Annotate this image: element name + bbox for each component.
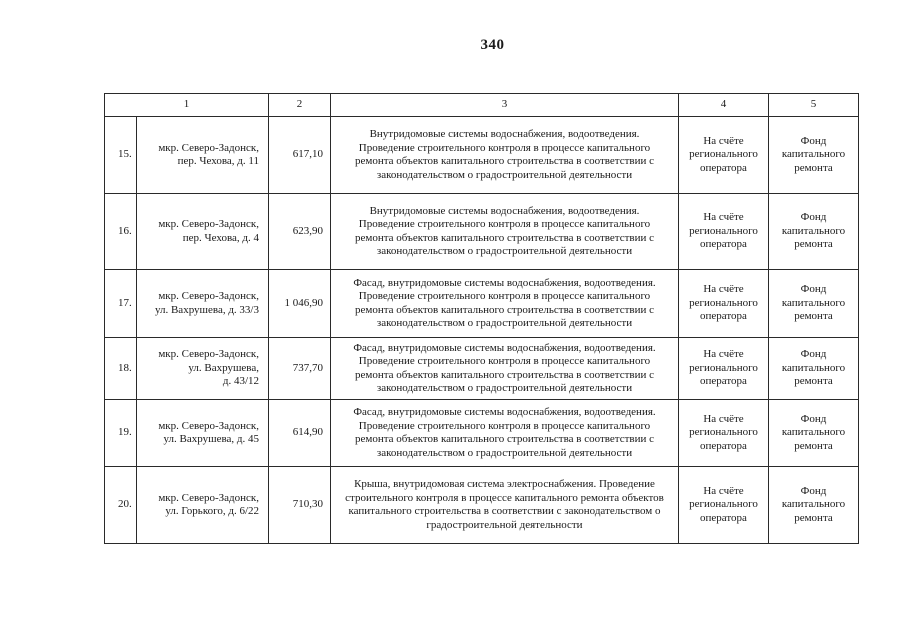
header-col-5: 5 xyxy=(769,94,859,117)
address-line: ул. Вахрушева, д. 45 xyxy=(163,433,259,445)
row-number: 16. xyxy=(105,194,137,270)
address-line: ул. Вахрушева, д. 33/3 xyxy=(154,303,259,316)
row-area: 623,90 xyxy=(269,194,331,270)
row-number: 19. xyxy=(105,400,137,467)
table-row xyxy=(105,194,859,270)
address-line: мкр. Северо-Задонск, xyxy=(158,348,259,361)
address-line: ул. Горького, д. 6/22 xyxy=(165,505,259,517)
address-line: мкр. Северо-Задонск, xyxy=(158,491,259,504)
row-work-types: Фасад, внутридомовые системы водоснабжения, водоотведения. Проведение строительного контроля в процессе капитального ремонта объектов капитального строительства в соответствии с законодательством о градостроительной деятельности xyxy=(331,270,679,338)
row-work-types: Внутридомовые системы водоснабжения, водоотведения. Проведение строительного контроля в процессе капитального ремонта объектов капитального строительства в соответствии с законодательством о градостроительной деятельности xyxy=(331,117,679,194)
row-area: 614,90 xyxy=(269,400,331,467)
row-fund: Фонд капитального ремонта xyxy=(769,338,859,400)
address-line: пер. Чехова, д. 11 xyxy=(177,155,259,167)
row-number: 15. xyxy=(105,117,137,194)
row-work-types: Внутридомовые системы водоснабжения, водоотведения. Проведение строительного контроля в процессе капитального ремонта объектов капитального строительства в соответствии с законодательством о градостроительной деятельности xyxy=(331,194,679,270)
table-row xyxy=(105,270,859,338)
address-line: мкр. Северо-Задонск, xyxy=(158,218,259,230)
row-account: На счёте регионального оператора xyxy=(679,338,769,400)
row-work-types: Крыша, внутридомовая система электроснабжения. Проведение строительного контроля в процессе капитального ремонта объектов капитального строительства в соответствии с законодательством о градостроительной деятельности xyxy=(331,467,679,544)
row-address xyxy=(137,400,269,467)
row-account: На счёте регионального оператора xyxy=(679,194,769,270)
row-fund: Фонд капитального ремонта xyxy=(769,400,859,467)
table-row xyxy=(105,117,859,194)
row-number: 18. xyxy=(105,338,137,400)
row-work-types: Фасад, внутридомовые системы водоснабжения, водоотведения. Проведение строительного контроля в процессе капитального ремонта объектов капитального строительства в соответствии с законодательством о градостроительной деятельности xyxy=(331,338,679,400)
header-col-1: 1 xyxy=(105,94,269,117)
table-row xyxy=(105,338,859,400)
address-line: ул. Вахрушева, xyxy=(188,361,259,374)
row-area: 710,30 xyxy=(269,467,331,544)
capital-repair-table xyxy=(104,93,859,544)
row-number: 20. xyxy=(105,467,137,544)
row-fund: Фонд капитального ремонта xyxy=(769,194,859,270)
page-number: 340 xyxy=(480,37,505,53)
row-account: На счёте регионального оператора xyxy=(679,400,769,467)
row-area: 1 046,90 xyxy=(269,270,331,338)
header-col-2: 2 xyxy=(269,94,331,117)
row-address xyxy=(137,338,269,400)
row-address xyxy=(137,467,269,544)
row-account: На счёте регионального оператора xyxy=(679,270,769,338)
address-line: мкр. Северо-Задонск, xyxy=(158,290,259,302)
table-row xyxy=(105,400,859,467)
row-area: 617,10 xyxy=(269,117,331,194)
row-account: На счёте регионального оператора xyxy=(679,117,769,194)
row-number: 17. xyxy=(105,270,137,338)
address-line: мкр. Северо-Задонск, xyxy=(158,419,259,432)
address-line: д. 43/12 xyxy=(222,375,259,388)
row-fund: Фонд капитального ремонта xyxy=(769,270,859,338)
row-address xyxy=(137,194,269,270)
row-area: 737,70 xyxy=(269,338,331,400)
address-line: мкр. Северо-Задонск, xyxy=(158,141,259,154)
header-col-3: 3 xyxy=(331,94,679,117)
row-fund: Фонд капитального ремонта xyxy=(769,117,859,194)
row-address xyxy=(137,270,269,338)
table-header xyxy=(105,94,859,117)
row-account: На счёте регионального оператора xyxy=(679,467,769,544)
header-row xyxy=(105,94,859,117)
row-fund: Фонд капитального ремонта xyxy=(769,467,859,544)
row-work-types: Фасад, внутридомовые системы водоснабжения, водоотведения. Проведение строительного контроля в процессе капитального ремонта объектов капитального строительства в соответствии с законодательством о градостроительной деятельности xyxy=(331,400,679,467)
address-line: пер. Чехова, д. 4 xyxy=(182,231,259,244)
table-body xyxy=(105,117,859,544)
row-address xyxy=(137,117,269,194)
table-row xyxy=(105,467,859,544)
header-col-4: 4 xyxy=(679,94,769,117)
